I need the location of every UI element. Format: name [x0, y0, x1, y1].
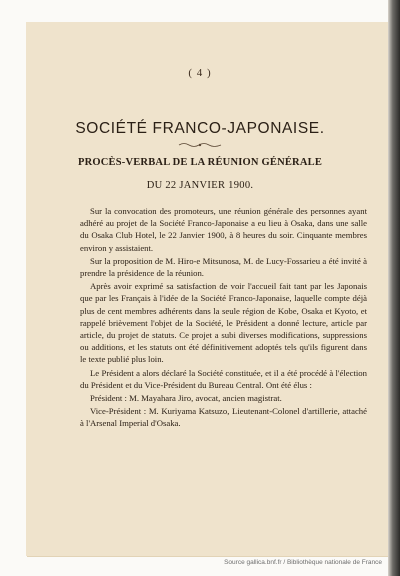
source-credit: Source gallica.bnf.fr / Bibliothèque nationale de France [224, 559, 382, 566]
official-president [80, 392, 367, 404]
minutes-heading: PROCÈS-VERBAL DE LA RÉUNION GÉNÉRALE [77, 157, 323, 168]
society-title: SOCIÉTÉ FRANCO-JAPONAISE. [75, 120, 325, 137]
page-number: ( 4 ) [188, 67, 212, 79]
book-spine-edge [388, 0, 400, 576]
official-name: M. Kuriyama Katsuzo, Lieutenant-Colonel d'artillerie, attaché à l'Arsenal Imperial d'Osaka. [80, 406, 368, 429]
paragraph-statutes: Après avoir exprimé sa satisfaction de voir l'accueil fait tant par les Japonais que par les Français à l'idée de la Société Franco-Japonaise, laquelle compte déjà plus de cent membres adhérents dans la seule région de Kobe, Osaka et Kyoto, et rappelé brièvement l'objet de la Société, le Président a donné lecture, article par article, du projet de statuts. Ce projet a subi diverses modifications, suppressions ou additions, et les statuts ont été définitivement adoptés tels qu'ils figurent dans le texte publié plus loin. [80, 281, 367, 365]
official-role: Président : [90, 393, 127, 404]
paragraph-presidency: Sur la proposition de M. Hiro-e Mitsunosa, M. de Lucy-Fossarieu a été invité à prendre la présidence de la réunion. [80, 255, 367, 279]
minutes-date: DU 22 JANVIER 1900. [146, 180, 254, 191]
paragraph-convocation: Sur la convocation des promoteurs, une réunion générale des personnes ayant adhéré au projet de la Société Franco-Japonaise a eu lieu à Osaka, dans une salle du Osaka Club Hotel, le 22 Janvier 1900, à 8 heures du soir. Cinquante membres environ y assistaient. [80, 206, 367, 253]
official-vice-president [80, 405, 367, 429]
official-name: M. Mayahara Jiro, avocat, ancien magistrat. [129, 393, 282, 404]
official-role: Vice-Président : [90, 406, 147, 417]
decorative-rule-ornament [178, 141, 222, 149]
paragraph-election: Le Président a alors déclaré la Société constituée, et il a été procédé à l'élection du Président et du Vice-Président du Bureau Central. Ont été élus : [80, 367, 367, 390]
minutes-body [80, 205, 367, 431]
